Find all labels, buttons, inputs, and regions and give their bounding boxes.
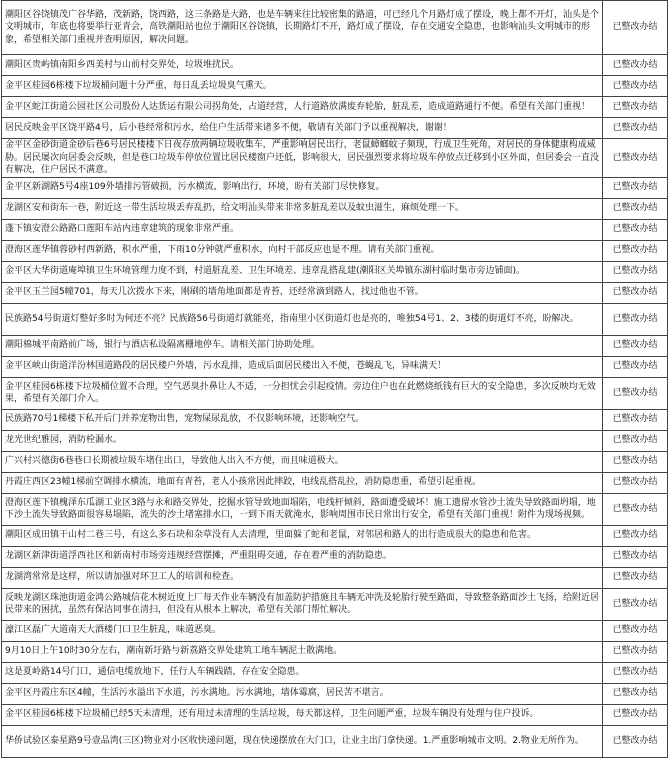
complaint-description: 潮阳棉城平南路前广场，银行与酒店私设隔离栅地停车。请相关部门协助处理。 xyxy=(2,335,603,356)
status-cell: 已整改办结 xyxy=(603,335,668,356)
status-cell: 已整改办结 xyxy=(603,198,668,219)
table-row xyxy=(2,493,668,525)
complaint-description: 龙湖区安和街东一巷，附近这一带生活垃圾丢弃乱扔，给文明汕头带来非常多脏乱差以及蚊虫滋生，麻烦处理一下。 xyxy=(2,198,603,219)
table-row xyxy=(2,725,668,757)
complaint-description: 潮阳区谷饶镇茂广谷华路，茂新路，饶西路，这三条路是大路，也是车辆来往比较密集的路道，可已经几个月路灯成了摆设，晚上都不开灯，汕头是个文明城市，年底也将要举行亚青会，高铁潮阳站也位于潮阳区谷饶镇，长期路灯不开，路灯成了摆设，存在交通安全隐患，也影响汕头文明城市的形象，希望相关部门重视并查明原因，解决问题。 xyxy=(2,1,603,55)
complaint-description: 金平区新湖路5号4座109外墙排污管破损，污水横流，影响出行，环境，盼有关部门尽快修复。 xyxy=(2,177,603,198)
status-cell: 已整改办结 xyxy=(603,1,668,55)
complaint-description: 金平区桂园6栋楼下垃圾桶位置不合理，空气恶臭扑鼻让人不适，一分担忧会引起疫情。旁边住户也在此燃烧纸钱有巨大的安全隐患，多次反映均无效果，希望有关部门介入。 xyxy=(2,377,603,409)
status-cell: 已整改办结 xyxy=(603,303,668,335)
table-row xyxy=(2,430,668,451)
status-cell: 已整改办结 xyxy=(603,356,668,377)
table-row xyxy=(2,377,668,409)
complaint-description: 金平区丹霞庄东区4幢，生活污水溢出下水道，污水满地。污水满地，墙体霉腐，居民苦不堪言。 xyxy=(2,683,603,704)
table-row xyxy=(2,704,668,725)
status-cell: 已整改办结 xyxy=(603,620,668,641)
complaint-description: 龙光世纪雅园，消防栓漏水。 xyxy=(2,430,603,451)
status-cell: 已整改办结 xyxy=(603,451,668,472)
status-cell: 已整改办结 xyxy=(603,588,668,620)
table-row xyxy=(2,472,668,493)
table-row xyxy=(2,261,668,282)
complaint-description: 龙湖湾常常是这样，所以请加强对环卫工人的培训和检查。 xyxy=(2,567,603,588)
complaint-description: 反映龙湖区珠池街道金鸿公路城信花木树近度上厂每天作业车辆没有加盖防护措施且车辆无冲洗及轮胎行驶至路面，导致整条路面沙土飞扬，给附近居民带来的困扰，虽然有保洁同事在清扫，但没有从根本上解决，希望有关部门帮忙解决。 xyxy=(2,588,603,620)
complaint-description: 金平区蛇江街道公园社区公司股份人达货运有限公司拐角处，占道经营，人行道路放满废弃轮胎，脏乱差，造成道路通行不便。希望有关部门重视！ xyxy=(2,97,603,118)
table-row xyxy=(2,641,668,662)
complaint-description: 金平区大华街道庵埠镇卫生环境管理力度不到，村道脏乱差、卫生环境差、违章乱搭乱建(潮阳区关埠镇东湖村临时集市旁边铺面)。 xyxy=(2,261,603,282)
table-row xyxy=(2,567,668,588)
complaint-description: 民族路54号街道灯整好多时为何还不亮？民族路56号街道灯就能亮，指南里小区街道灯也是亮的，唯独54号1、2、3楼的街道灯不亮，盼解决。 xyxy=(2,303,603,335)
status-cell: 已整改办结 xyxy=(603,261,668,282)
table-row xyxy=(2,1,668,55)
complaint-description: 这是夏岭路14号门口，通信电缆放地下，任行人车辆践踏，存在安全隐患。 xyxy=(2,662,603,683)
status-cell: 已整改办结 xyxy=(603,139,668,178)
table-row xyxy=(2,177,668,198)
complaint-table-body xyxy=(2,1,668,758)
status-cell: 已整改办结 xyxy=(603,525,668,546)
table-row xyxy=(2,219,668,240)
table-row xyxy=(2,451,668,472)
complaint-description: 广兴村兴德街6巷巷口长期被垃圾车堵住出口，导致他人出入不方便，而且味道极大。 xyxy=(2,451,603,472)
status-cell: 已整改办结 xyxy=(603,55,668,76)
status-cell: 已整改办结 xyxy=(603,118,668,139)
table-row xyxy=(2,356,668,377)
status-cell: 已整改办结 xyxy=(603,430,668,451)
complaint-description: 华侨试验区泰星路9号壹品湾(三区)物业对小区收快递问题，现在快递摆放在大门口，让业主出门拿快递。1.严重影响城市文明。2.物业无所作为。 xyxy=(2,725,603,757)
complaint-description: 濠江区磊广大道南天大酒楼门口卫生脏乱，味道恶臭。 xyxy=(2,620,603,641)
complaint-table xyxy=(1,0,668,758)
status-cell: 已整改办结 xyxy=(603,472,668,493)
complaint-description: 居民反映金平区饶平路4号，后小巷经常积污水，给住户生活带来诸多不便，敬请有关部门予以重视解决，谢谢！ xyxy=(2,118,603,139)
complaint-description: 金平区桂园6栋楼下垃圾桶已经5天未清理，还有用过未清理的生活垃圾，每天都这样，卫生问题严重，垃圾车辆没有处理与住户投诉。 xyxy=(2,704,603,725)
table-row xyxy=(2,335,668,356)
status-cell: 已整改办结 xyxy=(603,409,668,430)
status-cell: 已整改办结 xyxy=(603,282,668,303)
complaint-description: 金平区金砂街道金砂后巷6号居民楼楼下日夜存放两辆垃圾收集车，严重影响居民出行，老鼠蟑螂蚊子频现，行成卫生死角，对居民的身体健康构成威胁。居民屡次向居委会反映，但是巷口垃圾车停放位置比居民楼窗户还低，影响很大，居民强烈要求将垃圾车停放点迁移到小区外面，但居委会一直没有解决，住户居民不满意。 xyxy=(2,139,603,178)
table-row xyxy=(2,683,668,704)
table-row xyxy=(2,303,668,335)
complaint-description: 潮阳区贵屿镇南阳乡西美村与山前村交界处，垃圾堆扰民。 xyxy=(2,55,603,76)
status-cell: 已整改办结 xyxy=(603,219,668,240)
status-cell: 已整改办结 xyxy=(603,725,668,757)
status-cell: 已整改办结 xyxy=(603,240,668,261)
complaint-description: 金平区玉兰园5幢701，每天几次拨水下来，刚刷的墙角地面都是青苔，还经常滴到路人，找过他也不管。 xyxy=(2,282,603,303)
table-row xyxy=(2,76,668,97)
table-row xyxy=(2,198,668,219)
status-cell: 已整改办结 xyxy=(603,97,668,118)
complaint-description: 9月10日上午10时30分左右，潮南新圩路与新荔路交界处建筑工地车辆泥土散满地。 xyxy=(2,641,603,662)
status-cell: 已整改办结 xyxy=(603,76,668,97)
table-row xyxy=(2,662,668,683)
table-row xyxy=(2,620,668,641)
table-row xyxy=(2,282,668,303)
table-row xyxy=(2,240,668,261)
table-row xyxy=(2,525,668,546)
table-row xyxy=(2,409,668,430)
complaint-description: 蓬下镇安澄公路路口莲阳车站内违章建筑的现象非常严重。 xyxy=(2,219,603,240)
complaint-description: 金平区峡山街道洋汾林国道路段的居民楼户外墙，污水乱排，造成后面居民楼出入不便，苍蝇乱飞，异味满天！ xyxy=(2,356,603,377)
complaint-description: 澄海区莲下镇槐泽东瓜湖工业区3路与永和路交界处，挖掘水管导致地面塌陷，电线杆倾斜，路面遭受破坏！施工遗留水管沙土流失导致路面坍塌，地下沙土流失导致路面很容易塌陷，流失的沙土堵塞排水口，一到下雨天就淹水，影响周围市民日常出行安全，希望有关部门重视！附件为现场视频。 xyxy=(2,493,603,525)
status-cell: 已整改办结 xyxy=(603,662,668,683)
status-cell: 已整改办结 xyxy=(603,377,668,409)
complaint-description: 民族路70号1梯楼下私开后门并养宠物出售，宠物屎尿乱放，不仅影响环境，还影响空气。 xyxy=(2,409,603,430)
status-cell: 已整改办结 xyxy=(603,177,668,198)
table-row xyxy=(2,546,668,567)
status-cell: 已整改办结 xyxy=(603,546,668,567)
complaint-description: 金平区桂园6栋楼下垃圾桶问题十分严重，每日乱丢垃圾臭气熏天。 xyxy=(2,76,603,97)
status-cell: 已整改办结 xyxy=(603,704,668,725)
complaint-description: 澄海区莲华镇蓉砂村西新路，积水严重，下雨10分钟就严重积水，向村干部反应也是不理。请有关部门重视。 xyxy=(2,240,603,261)
status-cell: 已整改办结 xyxy=(603,683,668,704)
status-cell: 已整改办结 xyxy=(603,493,668,525)
table-row xyxy=(2,97,668,118)
complaint-description: 潮阳区成田镇干山村二巷三号，有这么多石块和杂草没有人去清理，里面躲了蛇和老鼠，对邻居和路人的出行造成很大的隐患和危害。 xyxy=(2,525,603,546)
table-row xyxy=(2,118,668,139)
complaint-description: 龙湖区新津街道浮西社区和新南村市场旁违规经营摆摊，严重阻碍交通，存在着严重的消防隐患。 xyxy=(2,546,603,567)
table-row xyxy=(2,139,668,178)
status-cell: 已整改办结 xyxy=(603,567,668,588)
complaint-description: 丹霞庄西区23幢1梯前空调排水横流，地面有青苔，老人小孩常因此摔跤，电线乱搭乱拉，消防隐患重，希望引起重视。 xyxy=(2,472,603,493)
table-row xyxy=(2,55,668,76)
status-cell: 已整改办结 xyxy=(603,641,668,662)
table-row xyxy=(2,588,668,620)
